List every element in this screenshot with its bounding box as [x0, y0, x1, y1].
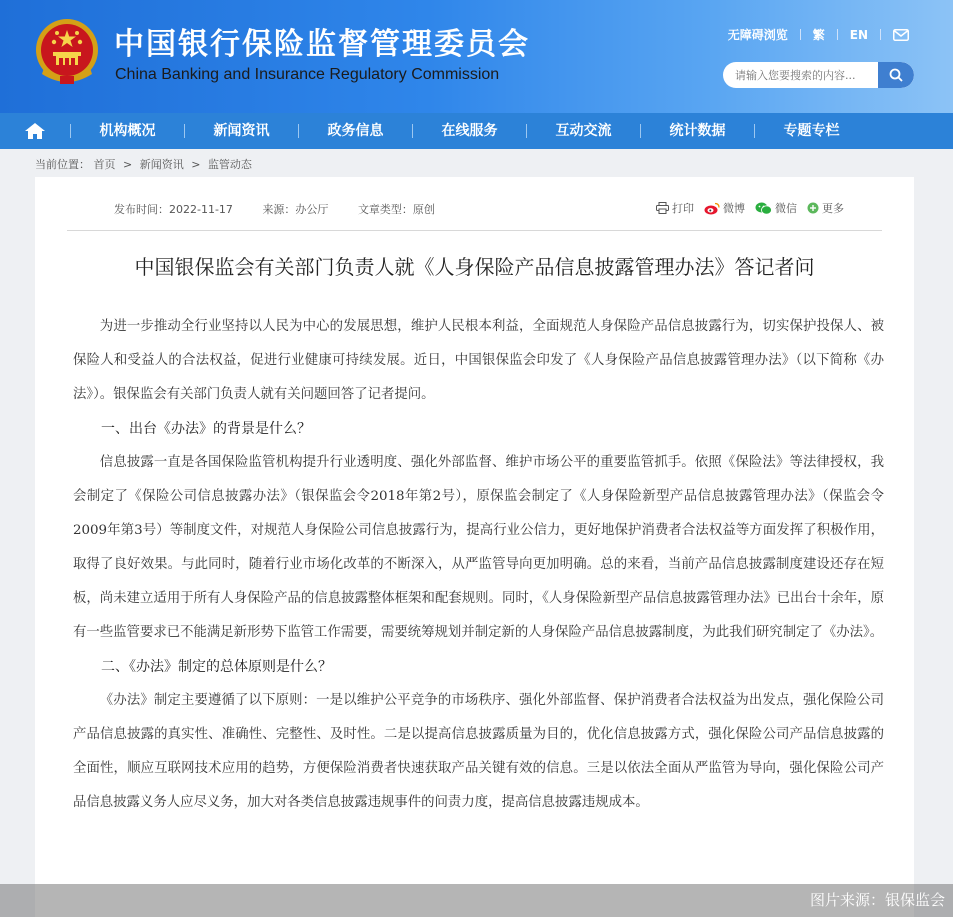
- wechat-share-button[interactable]: [755, 200, 797, 216]
- wechat-icon: [755, 202, 772, 215]
- weibo-icon: [704, 202, 720, 215]
- search-box: [723, 62, 914, 88]
- site-title-en[interactable]: China Banking and Insurance Regulatory Commission: [115, 66, 500, 83]
- english-link[interactable]: EN: [849, 27, 868, 42]
- search-icon: [889, 68, 903, 82]
- mail-icon[interactable]: [893, 29, 909, 41]
- meta-divider: [67, 230, 882, 231]
- print-button[interactable]: [656, 200, 694, 216]
- image-source-caption: 图片来源：银保监会: [809, 891, 945, 909]
- nav-item-special-topics[interactable]: 专题专栏: [783, 123, 840, 139]
- article-question: 一、出台《办法》的背景是什么？: [101, 421, 311, 437]
- article-meta: [114, 201, 461, 217]
- article-title: 中国银保监会有关部门负责人就《人身保险产品信息披露管理办法》答记者问: [134, 255, 815, 279]
- publish-date: 发布时间：2022-11-17: [114, 203, 233, 216]
- weibo-share-button[interactable]: [704, 200, 745, 216]
- wechat-label: 微信: [775, 202, 797, 215]
- breadcrumb-separator: >: [191, 158, 201, 171]
- breadcrumb: [35, 156, 252, 172]
- national-emblem-icon[interactable]: [34, 16, 100, 88]
- article-source: 来源：办公厅: [262, 203, 329, 216]
- weibo-label: 微博: [723, 202, 745, 215]
- article-paragraph: 信息披露一直是各国保险监管机构提升行业透明度、强化外部监督、维护市场公平的重要监管抓手。依照《保险法》等法律授权，我会制定了《保险公司信息披露办法》（银保监会令2018年第2号），原保监会制定了《人身保险新型产品信息披露管理办法》（保监会令2009年第3号）等制度文件，对规范人身保险公司信息披露行为，提高行业公信力，更好地保护消费者合法权益等方面发挥了积极作用，取得了良好效果。与此同时，随着行业市场化改革的不断深入，从严监管导向更加明确。总的来看，当前产品信息披露制度建设还存在短板，尚未建立适用于所有人身保险产品的信息披露整体框架和配套规则。同时，《人身保险新型产品信息披露管理办法》已出台十余年，原有一些监管要求已不能满足新形势下监管工作需要，需要统筹规划并制定新的人身保险产品信息披露制度，为此我们研究制定了《办法》。: [73, 455, 884, 640]
- site-header: [0, 0, 953, 113]
- more-share-button[interactable]: [807, 200, 844, 216]
- search-button[interactable]: [878, 62, 914, 88]
- search-input[interactable]: [723, 62, 878, 88]
- nav-item-interaction[interactable]: 互动交流: [555, 123, 612, 139]
- breadcrumb-home[interactable]: 首页: [93, 158, 116, 171]
- accessibility-link[interactable]: 无障碍浏览: [727, 28, 788, 42]
- top-links: [728, 26, 909, 43]
- breadcrumb-separator: >: [123, 158, 133, 171]
- article-question: 二、《办法》制定的总体原则是什么？: [101, 659, 332, 675]
- article-paragraph: 《办法》制定主要遵循了以下原则：一是以维护公平竞争的市场秩序、强化外部监督、保护消费者合法权益为出发点，强化保险公司产品信息披露的真实性、准确性、完整性、及时性。二是以提高信息披露质量为目的，优化信息披露方式，强化保险公司产品信息披露的全面性，顺应互联网技术应用的趋势，方便保险消费者快速获取产品关键有效的信息。三是以依法全面从严监管为导向，强化保险公司产品信息披露义务人应尽义务，加大对各类信息披露违规事件的问责力度，提高信息披露违规成本。: [73, 693, 884, 810]
- main-nav: [0, 113, 953, 149]
- print-label: 打印: [672, 202, 694, 215]
- article-card: [35, 177, 914, 917]
- nav-item-online-services[interactable]: 在线服务: [441, 123, 498, 139]
- breadcrumb-label: 当前位置：: [35, 158, 90, 171]
- article-paragraph: 为进一步推动全行业坚持以人民为中心的发展思想，维护人民根本利益，全面规范人身保险产品信息披露行为，切实保护投保人、被保险人和受益人的合法权益，促进行业健康可持续发展。近日，中国银保监会印发了《人身保险产品信息披露管理办法》（以下简称《办法》）。银保监会有关部门负责人就有关问题回答了记者提问。: [73, 319, 884, 402]
- traditional-chinese-link[interactable]: 繁: [812, 28, 825, 42]
- nav-item-news[interactable]: 新闻资讯: [213, 123, 270, 139]
- article-body: [73, 310, 884, 820]
- printer-icon: [656, 202, 669, 214]
- nav-item-about[interactable]: 机构概况: [99, 123, 156, 139]
- home-icon[interactable]: [0, 113, 70, 149]
- site-title-cn[interactable]: 中国银行保险监督管理委员会: [114, 27, 530, 62]
- breadcrumb-news[interactable]: 新闻资讯: [139, 158, 184, 171]
- share-tools: [646, 200, 844, 216]
- article-type: 文章类型：原创: [357, 203, 435, 216]
- more-label: 更多: [822, 202, 844, 215]
- nav-item-statistics[interactable]: 统计数据: [669, 123, 726, 139]
- plus-circle-icon: [807, 202, 819, 214]
- link-separator: [837, 29, 838, 40]
- breadcrumb-regulatory-news[interactable]: 监管动态: [207, 158, 252, 171]
- nav-item-government-info[interactable]: 政务信息: [327, 123, 384, 139]
- link-separator: [800, 29, 801, 40]
- link-separator: [880, 29, 881, 40]
